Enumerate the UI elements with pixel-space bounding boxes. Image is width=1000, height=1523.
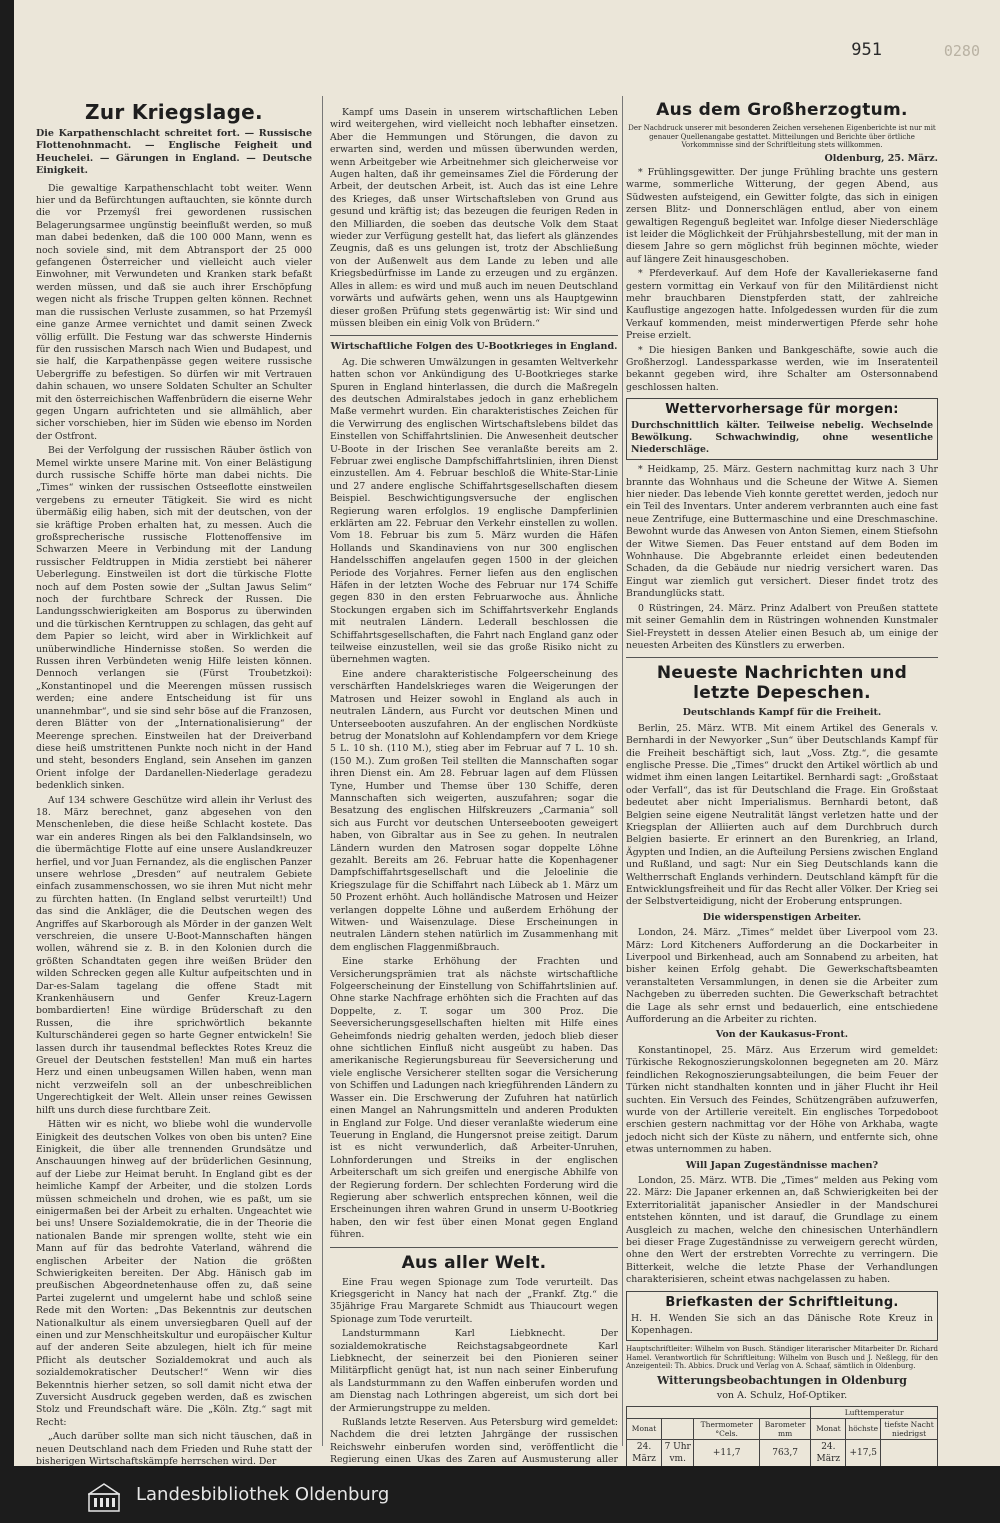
imprint: Hauptschriftleiter: Wilhelm von Busch. Ständiger literarischer Mitarbeiter Dr. Richard Hamel. Verantwortlich für Schriftleitung: Wilhelm von Busch und J. Neßlegg, für den Anzeigenteil: Th. Abbics. Druck und Verlag von A. Schaaf, sämtlich in Oldenburg. [626, 1345, 938, 1371]
article-title: Zur Kriegslage. [85, 100, 263, 124]
paragraph: * Die hiesigen Banken und Bankgeschäfte, sowie auch die Großherzogl. Landessparkasse werden, wie im Inseratenteil bekannt gegeben wird, ihre Schalter am Ostersonnabend geschlossen halten. [626, 344, 938, 393]
archive-stamp: 0280 [943, 42, 980, 60]
column-war-situation [36, 98, 312, 1466]
copyright-note: Der Nachdruck unserer mit besonderen Zeichen versehenen Eigenberichte ist nur mit genauer Quellenangabe gestattet. Mitteilungen und Berichte über örtliche Vorkommnisse sind der Schriftleitung stets willkommen. [628, 124, 936, 149]
paragraph: Eine Frau wegen Spionage zum Tode verurteilt. Das Kriegsgericht in Nancy hat nach der „Frankf. Ztg.“ die 35jährige Frau Margarete Schmidt aus Thiaucourt wegen Spionage zum Tode verurteilt. [330, 1276, 618, 1325]
table-row [627, 1439, 938, 1466]
section-title: Neueste Nachrichten und letzte Depeschen. [656, 663, 908, 704]
section-heading: Will Japan Zugeständnisse machen? [685, 1159, 879, 1171]
weather-table [626, 1406, 938, 1466]
table-header-super: Lufttemperatur [811, 1406, 938, 1418]
weather-header-row [627, 1418, 938, 1439]
paragraph: „Auch darüber sollte man sich nicht täuschen, daß in neuen Deutschland nach dem Frieden und Ruhe statt der bisherigen Wirtschaftskämpfe herrschen wird. Der [36, 1431, 312, 1466]
paragraph: Berlin, 25. März. WTB. Mit einem Artikel des Generals v. Bernhardi in der Newyorker „Sun“ über Deutschlands Kampf für die Freiheit beschäftigt sich, laut „Voss. Ztg.“, die gesamte englische Presse. Die „Times“ druckt den Artikel wörtlich ab und widmet ihm einen langen Leitartikel. Bernhardi sagt: „Großstaat oder Verfall“, das ist für Deutschland die Frage. Ein Großstaat bedeutet aber nicht Imperialismus. Bernhardi betont, daß Belgien seine eigene Neutralität längst verletzen hatte und der Kriegsplan der Alliierten auch auf dem Durchbruch durch Belgien basierte. Er erinnert an den Burenkrieg, an Irland, Ägypten und Indien, an die Aufteilung Persiens zwischen England und Rußland, und sagt: Nur ein Sieg Deutschlands kann die Weltherrschaft Englands verhindern. Deutschland kämpft für die Entwicklungsfreiheit und für das Recht aller Völker. Der Krieg sei der Selbstverteidigung, nicht der Eroberung entsprungen. [626, 722, 938, 908]
section-heading: Deutschlands Kampf für die Freiheit. [682, 707, 882, 719]
section-heading: Die widerspenstigen Arbeiter. [702, 911, 862, 923]
column-divider [322, 96, 323, 1446]
section-title: Aus dem Großherzogtum. [656, 100, 908, 120]
table-cell: 763,7 [759, 1439, 810, 1466]
paragraph: London, 24. März. „Times“ meldet über Liverpool vom 23. März: Lord Kitcheners Aufforderung an die Dockarbeiter in Liverpool und Birkenhead, auch am Sonnabend zu arbeiten, hat bisher keinen Erfolg gehabt. Die Gewerkschaftsbeamten veranstalteten Versammlungen, in denen sie die Arbeiter zum Nachgeben zu überreden suchten. Die Gewerkschaft betrachtet die Lage als sehr ernst und bedauerlich, eine entschiedene Aufforderung an die Arbeiter zu richten. [626, 927, 938, 1026]
article-dek: Die Karpathenschlacht schreitet fort. — Russische Flottenohnmacht. — Englische Feigheit und Heuchelei. — Gärungen in England. — Deutsche Einigkeit. [36, 128, 312, 177]
section-heading: Von der Kaukasus-Front. [715, 1029, 849, 1041]
letterbox-title: Briefkasten der Schriftleitung. [665, 1294, 899, 1310]
weather-obs-byline: von A. Schulz, Hof-Optiker. [716, 1390, 848, 1402]
table-cell: +17,5 [846, 1439, 881, 1466]
paragraph: Rußlands letzte Reserven. Aus Petersburg wird gemeldet: Nachdem die drei letzten Jahrgänge der russischen Reichswehr einberufen worden sind, veröffentlicht die Regierung einen Ukas des Zaren auf Ausmusterung aller [330, 1417, 618, 1466]
table-cell: 24. März [811, 1439, 846, 1466]
column-divider [622, 96, 623, 1446]
paragraph: Landsturmmann Karl Liebknecht. Der sozialdemokratische Reichstagsabgeordnete Karl Liebknecht, der seinerzeit bei den Pionieren seiner Militärpflicht genügt hat, ist nun nach seiner Einberufung als Landsturmmann zu den Waffen einberufen worden und am Dienstag nach Lothringen abgereist, um sich dort bei der Armierungstruppe zu melden. [330, 1328, 618, 1414]
page-number: 951 [851, 40, 882, 60]
divider [330, 1247, 618, 1248]
paragraph: * Heidkamp, 25. März. Gestern nachmittag kurz nach 3 Uhr brannte das Wohnhaus und die Scheune der Witwe A. Siemen hier nieder. Das lebende Vieh konnte gerettet werden, jedoch nur ein Teil des Inventars. Unter anderem verbrannten auch eine fast neue Zentrifuge, eine Buttermaschine und eine Dreschmaschine. Bewohnt wurde das Anwesen von Anton Siemen, einem Stiefsohn der Witwe Siemen. Das Feuer entstand auf dem Boden im Wohnhause. Die Abgebrannte erleidet einen bedeutenden Schaden, da die Gebäude nur niedrig versichert waren. Das Eingut war ziemlich gut versichert. Dieser findet trotz des Brandunglücks statt. [626, 464, 938, 600]
weather-forecast-box [626, 398, 938, 460]
paragraph: London, 25. März. WTB. Die „Times“ melden aus Peking vom 22. März: Die Japaner erkennen an, daß Schwierigkeiten bei der Exterritorialität japanischer Ansiedler in der Mandschurei entstehen könnten, und ist darauf, die Grundlage zu einem Ausgleich zu machen, welche den chinesischen Unterhändlern bei dieser Frage Zugeständnisse zu verweigern gerecht würden, ohne den Wert der erstrebten Vorrechte zu verringern. Die Bitterkeit, welche die letzte Phase der Verhandlungen charakterisieren, scheint etwas nachgelassen zu haben. [626, 1174, 938, 1286]
table-header-blank [627, 1406, 811, 1418]
column-middle [330, 107, 618, 1466]
table-header [662, 1418, 694, 1439]
paragraph: * Pferdeverkauf. Auf dem Hofe der Kavalleriekaserne fand gestern vormittag ein Verkauf von für den Militärdienst nicht mehr brauchbaren Dienstpferden statt, der zahlreiche Kauflustige angezogen hatte. Infolgedessen wurden für die zum Verkauf kommenden, meist minderwertigen Pferde sehr hohe Preise erzielt. [626, 268, 938, 342]
column-regional [626, 98, 938, 1466]
letterbox [626, 1291, 938, 1342]
section-heading: Wirtschaftliche Folgen des U-Bootkrieges in England. [330, 341, 618, 353]
table-header: Monat [811, 1418, 846, 1439]
weather-header-super [627, 1406, 938, 1418]
paragraph: Bei der Verfolgung der russischen Räuber östlich von Memel wirkte unsere Marine mit. Von einer Belästigung durch russische Schiffe hörte man dabei nichts. Die „Times“ winken der russischen Ostseeflotte einstweilen vergebens zu erneuter Tätigkeit. Sie wird es nicht übermäßig eilig haben, sich mit der deutschen, von der sie kräftige Proben erhalten hat, zu messen. Auch die großsprecherische russische Flottenoffensive im Schwarzen Meere in Verbindung mit der Landung russischer Feldtruppen in Midia zerstiebt bei näherer Ueberlegung. Einstweilen ist dort die türkische Flotte noch auf dem Posten sowie der „Sultan Jawus Selim“ noch der furchtbare Schreck der Russen. Die Landungsschwierigkeiten am Bosporus zu überwinden und die türkischen Kerntruppen zu schlagen, das geht auf dem Papier so leicht, wird aber in Wirklichkeit auf unüberwindliche Hindernisse stoßen. So werden die Russen ihren Verbündeten wenig Hilfe leisten können. Dennoch verlangen sie (Fürst Troubetzkoi): „Konstantinopel und die Meerengen müssen russisch werden; eine andere Entscheidung ist für uns unannehmbar“, und sie sind sehr böse auf die Franzosen, deren Blätter von der „Internationalisierung“ der Meerenge sprechen. Einstweilen hat der Dreiverband diese heiß umstrittenen Punkte noch nicht in der Hand und steht, besonders England, sein Ansehen im ganzen Orient infolge der Dardanellen-Niederlage geradezu bedenklich sinken. [36, 445, 312, 792]
paragraph: 0 Rüstringen, 24. März. Prinz Adalbert von Preußen stattete mit seiner Gemahlin dem in Rüstringen wohnenden Kunstmaler Siel-Freystett in dessen Atelier einen Besuch ab, um einige der neuesten Arbeiten des Künstlers zu erwerben. [626, 602, 938, 651]
paragraph: Eine andere charakteristische Folgeerscheinung des verschärften Handelskrieges waren die Weigerungen der Matrosen und Heizer sowohl in England als auch in neutralen Ländern, aus Furcht vor deutschen Minen und Unterseebooten auszufahren. An der englischen Nordküste betrug der Monatslohn auf Kohlendampfern vor dem Kriege 5 L. 10 sh. (110 M.), stieg aber im Februar auf 7 L. 10 sh. (150 M.). Zum großen Teil stellten die Mannschaften sogar ihren Dienst ein. Am 28. Februar lagen auf dem Flüssen Tyne, Humber und Themse über 130 Schiffe, deren Mannschaften sich weigerten, auszufahren; sogar die Besatzung des englischen Hilfskreuzers „Carmania“ soll sich aus Furcht vor deutschen Unterseebooten geweigert haben, von Gibraltar aus in See zu gehen. In neutralen Ländern wurden den Matrosen sogar doppelte Löhne gezahlt. Bereits am 26. Februar hatte die Kopenhagener Dampfschiffahrtsgesellschaft und die Jeloelinie die Kriegszulage für die Schiffahrt nach Lübeck ab 1. März um 50 Prozent erhöht. Auch holländische Matrosen und Heizer verlangen doppelte Löhne und außerdem Erhöhung der Witwen- und Waisenzulage. Diese Erscheinungen in neutralen Ländern stehen natürlich im Zusammenhang mit dem englischen Flaggenmißbrauch. [330, 668, 618, 953]
table-cell: 7 Uhr vm. [662, 1439, 694, 1466]
table-cell: +11,7 [694, 1439, 760, 1466]
divider [330, 335, 618, 336]
paragraph: Hätten wir es nicht, wo bliebe wohl die wundervolle Einigkeit des deutschen Volkes von oben bis unten? Eine Einigkeit, die über alle trennenden Grundsätze und Anschauungen hinweg auf der brüderlichen Gesinnung, auf der Liebe zur Heimat beruht. In England gibt es der heimliche Kampf der Arbeiter, und die stolzen Lords müssen schmeicheln und drohen, wie es paßt, um sie einigermaßen bei der Arbeit zu erhalten. Ungeachtet wie bei uns! Unsere Sozialdemokratie, die in der Theorie die nationalen Bande mir sprengen wollte, steht wie ein Mann auf für das bedrohte Vaterland, während die englischen Arbeiter der Nation die größten Schwierigkeiten bereiten. Der Abg. Hänisch gab im preußischen Abgeordnetenhause offen zu, daß seine Partei zugelernt und umgelernt habe und schloß seine Rede mit den Worten: „Das Bekenntnis zur deutschen Nationalkultur als einem unversiegbaren Quell auf der einen und zur Menschheitskultur und europäischer Kultur auf der anderen Seite abzulegen, hielt ich für meine Pflicht als deutscher Sozialdemokrat und auch als sozialdemokratischer Deutscher!“ Wenn wir dies Bekenntnis hierher setzen, so soll damit nicht etwa der Zuversicht Ausdruck gegeben werden, daß es zwischen Stolz und Freundschaft wäre. Die „Köln. Ztg.“ sagt mit Recht: [36, 1119, 312, 1428]
table-header: Monat [627, 1418, 662, 1439]
paragraph: Kampf ums Dasein in unserem wirtschaftlichen Leben wird weitergehen, wird vielleicht noch lebhafter einsetzen. Aber die Hemmungen und Störungen, die davon zu erwarten sind, werden und müssen überwunden werden, wenn Arbeitgeber wie Arbeitnehmer sich gleicherweise vor Augen halten, daß ihr gemeinsames Ziel die Förderung der Arbeit, der deutschen Arbeit, ist. Auch das ist eine Lehre des Krieges, daß unser Wirtschaftsleben von Grund aus gesund und kräftig ist; das bezeugen die feurigen Reden in den Milliarden, die soeben das deutsche Volk dem Staat wieder zur Verfügung gestellt hat, das liefert als glänzendes Zeugnis, daß es uns gelungen ist, trotz der Abschließung von der Außenwelt aus dem Lande zu leben und alle Kriegsbedürfnisse im Lande zu erzeugen und zu ergänzen. Alles in allem: es wird und muß auch im neuen Deutschland vorwärts und aufwärts gehen, wenn uns als Hauptgewinn dieser großen Prüfung stets gegenwärtig ist: Wir sind und müssen bleiben ein einig Volk von Brüdern.“ [330, 107, 618, 329]
dateline: Oldenburg, 25. März. [824, 152, 938, 164]
newspaper-page [14, 0, 1000, 1466]
weather-obs-title: Witterungsbeobachtungen in Oldenburg [657, 1373, 907, 1387]
table-header: tiefste Nacht niedrigst [881, 1418, 938, 1439]
library-name: Landesbibliothek Oldenburg [136, 1484, 390, 1505]
table-header: höchste [846, 1418, 881, 1439]
paragraph: Eine starke Erhöhung der Frachten und Versicherungsprämien trat als nächste wirtschaftliche Folgeerscheinung der Einstellung von Schiffahrtslinien auf. Ohne starke Nachfrage erhöhten sich die Frachten auf das Doppelte, z. T. sogar um 300 Proz. Die Seeversicherungsgesellschaften hielten mit Hilfe eines Geheimfonds niedrig gehalten werden, jedoch blieb dieser ohne sichtlichen Einfluß nicht ausgeübt zu haben. Das amerikanische Regierungsbureau für Seeversicherung und viele englische Versicherer stellten sogar die Versicherung von Schiffen und Ladungen nach kriegführenden Ländern zu Wasser ein. Die Erschwerung der Zufuhren hat natürlich einen Mangel an Nahrungsmitteln und anderen Produkten in England zur Folge. Und dieser veranlaßte wiederum eine Teuerung in England, die Hungersnot preise zeitigt. Darum ist es nicht verwunderlich, daß Arbeiter-Unruhen, Lohnforderungen und Streiks in der englischen Arbeiterschaft um sich greifen und energische Abhilfe von der Regierung fordern. Der schlechten Forderung wird die Regierung aber schwerlich entsprechen können, weil die Erscheinungen ihren wahren Grund in unserm U-Bootkrieg haben, den wir fest über einen Monat gegen England führen. [330, 956, 618, 1241]
library-building-icon [88, 1482, 120, 1512]
paragraph: * Frühlingsgewitter. Der junge Frühling brachte uns gestern warme, sommerliche Witterung, der gegen Abend, aus Südwesten aufsteigend, ein Gewitter folgte, das sich in einigen zersen Blitz- und Donnerschlägen entlud, aber von einem gewaltigen Regenguß begleitet war. Infolge dieser Niederschläge ist leider die Möglichkeit der Frühjahrsbestellung, mit der man in diesem Jahre so gern möglichst früh beginnen möchte, wieder auf längere Zeit hinausgeschoben. [626, 166, 938, 265]
viewer-footer [0, 1466, 1000, 1523]
section-title: Aus aller Welt. [401, 1252, 547, 1273]
table-header: Barometer mm [759, 1418, 810, 1439]
divider [626, 657, 938, 658]
letterbox-text: H. H. Wenden Sie sich an das Dänische Rote Kreuz in Kopenhagen. [631, 1312, 933, 1336]
paragraph: Ag. Die schweren Umwälzungen in gesamten Weltverkehr hatten schon vor Ankündigung des U-Bootkrieges starke Spuren in England hinterlassen, die durch die Maßregeln des deutschen Admiralstabes jedoch in ganz erheblichem Maße vermehrt wurden. Ein charakteristisches Zeichen für die Verwirrung des englischen Wirtschaftslebens bildet das Einstellen von Schiffahrtslinien. Die Anwesenheit deutscher U-Boote in der Irischen See veranlaßte bereits am 2. Februar zwei englische Dampfschiffahrtslinien, ihren Dienst einzustellen. Am 4. Februar beschloß die White-Star-Linie und 27 andere englische Schiffahrtsgesellschaften diesem Beispiel. Beschwichtigungsversuche der englischen Regierung waren erfolglos. 19 englische Dampferlinien erklärten am 22. Februar den Verkehr einstellen zu wollen. Vom 18. Februar bis zum 5. März wurden die Häfen Hollands und Skandinaviens von nur 300 englischen Handelsschiffen angelaufen gegen 1500 in der gleichen Periode des Vorjahres. Ferner liefen aus den englischen Häfen in der letzten Woche des Februar nur 174 Schiffe gegen 830 in den ersten Februarwoche aus. Ähnliche Stockungen ergaben sich im Schiffahrtsverkehr Englands mit neutralen Ländern. Lederall beschlossen die Schiffahrtsgesellschaften, die Fahrt nach England ganz oder teilweise einzustellen, weil sie das große Risiko nicht zu übernehmen wagten. [330, 356, 618, 666]
paragraph: Die gewaltige Karpathenschlacht tobt weiter. Wenn hier und da Befürchtungen auftauchten, sie könnte durch die vor Przemyśl frei gewordenen russischen Belagerungsarmee ungünstig beeinflußt werden, so muß man dabei bedenken, daß die 100 000 Mann, wenn es noch soviele sind, mit dem Abtransport der 25 000 gefangenen Österreicher und vielleicht auch vieler Einwohner, mit Verwundeten und Kranken stark befaßt werden müssen, und daß sie auch ihrer Erschöpfung wegen nicht als frische Truppen gelten können. Rechnet man die russischen Verluste zusammen, so hat Przemyśl eine ganze Armee vernichtet und damit seinen Zweck völlig erfüllt. Die Festung war das schwerste Hindernis für den russischen Marsch nach Wien und Budapest, und sie half, die Karpathenpässe gegen weitere russische Uebergriffe zu befestigen. So dürfen wir mit Vertrauen dahin schauen, wo unsere Soldaten Schulter an Schulter mit den österreichischen Waffenbrüdern die eiserne Wehr gegen Ungarn aufrichteten und sie allmählich, aber sicher vorschieben, hier im Süden wie ebenso im Norden der Ostfront. [36, 182, 312, 442]
table-cell [881, 1439, 938, 1466]
weather-forecast-title: Wettervorhersage für morgen: [665, 402, 899, 418]
table-header: Thermometer °Cels. [694, 1418, 760, 1439]
table-cell: 24. März [627, 1439, 662, 1466]
weather-forecast-text: Durchschnittlich kälter. Teilweise nebelig. Wechselnde Bewölkung. Schwachwindig, ohne wesentliche Niederschläge. [631, 420, 933, 456]
paragraph: Auf 134 schwere Geschütze wird allein ihr Verlust des 18. März berechnet, ganz abgesehen von den Menschenleben, die diese heiße Schlacht kostete. Das war ein anderes Ringen als bei den Falklandsinseln, wo die übermächtige Flotte auf eine unsere Auslandkreuzer herfiel, und vor Juan Fernandez, als die englischen Panzer unsere wehrlose „Dresden“ auf neutralem Gebiete einfach zusammenschossen, wo sie ihren Mut nicht mehr zu fürchten hatten. (In England selbst verurteilt!) Und das sind die Ankläger, die die Deutschen wegen des Angriffes auf Skarborough als Mörder in der ganzen Welt verschreien, die unsere U-Boot-Mannschaften hängen wollen, während sie z. B. in den Kolonien durch die größten Schandtaten gegen ihre weißen Brüder den wilden Schrecken gegen alle Kultur aufpeitschten und in Dar-es-Salam tagelang die offene Stadt mit Krankenhäusern und Genfer Kreuz-Lagern bombardierten! Eine würdige Brüderschaft zu den Russen, die ihre sprichwörtlich bekannte Kulturschänderei gegen so harte Gegner entwickeln! Sie lassen durch ihr tausendmal beflecktes Rotes Kreuz die Greuel der Deutschen feststellen! Man muß ein hartes Herz und einen unbeugsamen Willen haben, wenn man nicht verzweifeln soll an der unbeschreiblichen Ungerechtigkeit der Welt. Allein unser reines Gewissen hilft uns durch diese furchtbare Zeit. [36, 794, 312, 1116]
paragraph: Konstantinopel, 25. März. Aus Erzerum wird gemeldet: Türkische Rekognoszierungskolonnen begegneten am 20. März feindlichen Rekognoszierungsabteilungen, die beim Feuer der Türken nicht standhalten konnten und in jäher Flucht ihr Heil suchten. Ein Versuch des Feindes, Schützengräben aufzuwerfen, wurde von der Artillerie vereitelt. Ein englisches Torpedoboot erschien gestern nachmittag vor der Höhe von Arkhaba, wagte jedoch nicht sich der Küste zu nähern, und entfernte sich, ohne etwas unternommen zu haben. [626, 1044, 938, 1156]
